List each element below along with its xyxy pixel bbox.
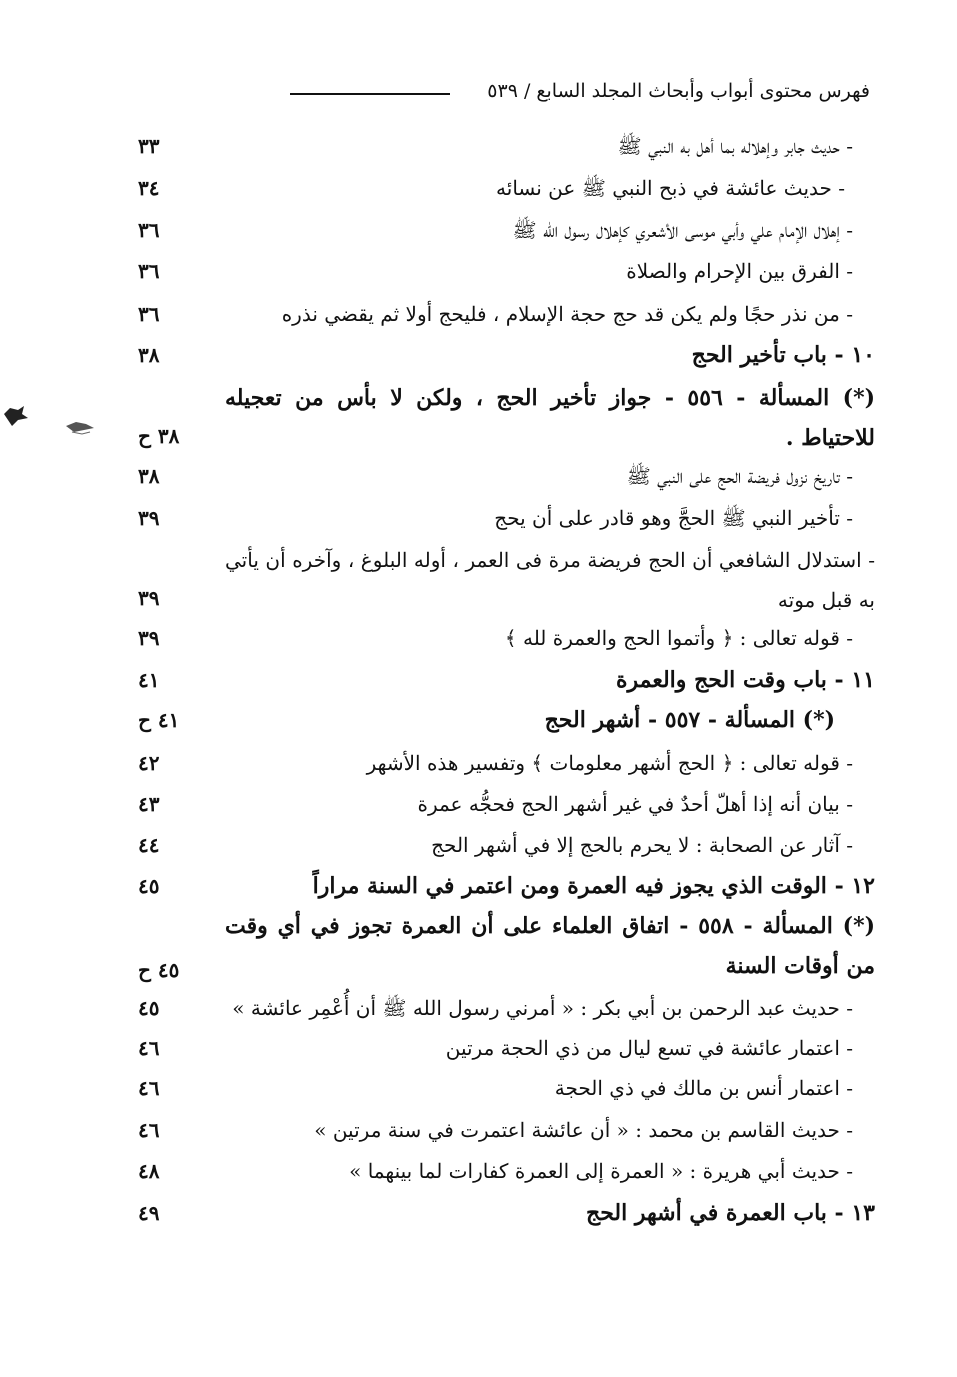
page-number: ٣٣ [138, 134, 160, 158]
chapter-heading: ١٠ - باب تأخير الحج [691, 342, 875, 368]
toc-issue-row [110, 378, 875, 462]
chapter-heading: ١٢ - الوقت الذي يجوز فيه العمرة ومن اعتمر في السنة مراراً [312, 873, 875, 899]
toc-row [110, 540, 875, 620]
issue-heading: (*) المسألة - ٥٥٦ - جواز تأخير الحج ، ولكن لا بأس من تعجيله للاحتياط . [225, 385, 875, 451]
toc-row [110, 1030, 875, 1070]
toc-entry: - الفرق بين الإحرام والصلاة [626, 259, 853, 283]
toc-entry: - حديث عبد الرحمن بن أبي بكر : « أمرني رسول الله ﷺ أن أُعْمِر عائشة » [232, 996, 853, 1020]
page-number: ٤٥ ح [138, 958, 180, 982]
page-number: ٤٥ [138, 996, 160, 1020]
toc-row [110, 990, 875, 1030]
toc-entry: - اعتمار عائشة في تسع ليال من ذي الحجة مرتين [445, 1036, 853, 1060]
scan-speck-mid [62, 416, 102, 440]
toc-row [110, 253, 875, 293]
page-number: ٣٩ [138, 626, 160, 650]
header-title: فهرس محتوى أبواب وأبحاث المجلد السابع / ٥٣٩ [487, 80, 870, 102]
page-number: ٤٤ [138, 833, 160, 857]
toc-issue-row [110, 702, 875, 742]
page-number: ٤٩ [138, 1201, 160, 1225]
running-header [100, 78, 870, 114]
page-number: ٤٦ [138, 1076, 160, 1100]
toc-entry: - تأخير النبي ﷺ الحجَّ وهو قادر على أن يحج [494, 506, 853, 530]
toc-chapter-row [110, 662, 875, 702]
chapter-heading: ١١ - باب وقت الحج والعمرة [615, 667, 875, 693]
page-number: ٣٨ [138, 343, 160, 367]
page-number: ٣٩ [138, 506, 160, 530]
toc-row [110, 1070, 875, 1110]
page-number: ٣٤ [138, 176, 160, 200]
toc-entry: - من نذر حجًا ولم يكن قد حج حجة الإسلام ، فليحج أولا ثم يقضي نذره [281, 302, 853, 326]
page-number: ٣٨ ح [138, 424, 180, 448]
toc-entry: - بيان أنه إذا أهلّ أحدٌ في غير أشهر الحج فحجُّه عمرة [417, 792, 853, 816]
toc-entry: - قوله تعالى : ﴿ وأتموا الحج والعمرة لله ﴾ [504, 626, 853, 650]
toc-chapter-row [110, 1195, 875, 1235]
toc-row [110, 212, 875, 252]
toc-row [110, 827, 875, 867]
page-number: ٣٦ [138, 259, 160, 283]
toc-chapter-row [110, 337, 875, 377]
page-number: ٤٦ [138, 1118, 160, 1142]
toc-row [110, 458, 875, 498]
toc-entry: - حديث أبي هريرة : « العمرة إلى العمرة كفارات لما بينهما » [349, 1159, 853, 1183]
toc-entry: - تاريخ نزول فريضة الحج على النبي ﷺ [626, 464, 853, 488]
toc-entry: - آثار عن الصحابة : لا يحرم بالحج إلا في أشهر الحج [431, 833, 853, 857]
chapter-heading: ١٣ - باب العمرة في أشهر الحج [586, 1200, 875, 1226]
toc-row [110, 745, 875, 785]
toc-row [110, 296, 875, 336]
issue-heading: (*) المسألة - ٥٥٧ - أشهر الحج [544, 707, 835, 733]
toc-entry: - حديث جابر وإهلاله بما أهل به النبي ﷺ [617, 134, 853, 158]
toc-row [110, 170, 875, 210]
issue-heading: (*) المسألة - ٥٥٨ - اتفاق العلماء على أن العمرة تجوز في أي وقت من أوقات السنة [225, 913, 875, 979]
toc-entry: - استدلال الشافعي أن الحج فريضة مرة فى العمر ، أوله البلوغ ، وآخره أن يأتي به قبل موته [225, 548, 875, 612]
toc-entry: - حديث عائشة في ذبح النبي ﷺ عن نسائه [496, 176, 845, 200]
page-number: ٣٨ [138, 464, 160, 488]
toc-entry: - إهلال الإمام علي وأبي موسى الأشعري كإهلال رسول الله ﷺ [512, 218, 853, 242]
toc-chapter-row [110, 868, 875, 908]
page-number: ٣٦ [138, 302, 160, 326]
page-number: ٤١ [138, 668, 160, 692]
scan-speck-left [0, 400, 40, 430]
toc-entry: - قوله تعالى : ﴿ الحج أشهر معلومات ﴾ وتفسير هذه الأشهر [366, 751, 853, 775]
toc-issue-row [110, 906, 875, 990]
page-number: ٣٦ [138, 218, 160, 242]
toc-row [110, 1112, 875, 1152]
page-number: ٤٥ [138, 874, 160, 898]
page-number: ٤١ ح [138, 708, 180, 732]
toc-entry: - حديث القاسم بن محمد : « أن عائشة اعتمرت في سنة مرتين » [314, 1118, 853, 1142]
page-number: ٤٣ [138, 792, 160, 816]
toc-row [110, 1153, 875, 1193]
page-number: ٣٩ [138, 586, 160, 610]
page-number: ٤٢ [138, 751, 160, 775]
header-rule [290, 93, 450, 95]
toc-entry: - اعتمار أنس بن مالك في ذي الحجة [554, 1076, 853, 1100]
toc-row [110, 128, 875, 168]
page-number: ٤٦ [138, 1036, 160, 1060]
page-number: ٤٨ [138, 1159, 160, 1183]
toc-row [110, 620, 875, 660]
toc-row [110, 786, 875, 826]
toc-row [110, 500, 875, 540]
